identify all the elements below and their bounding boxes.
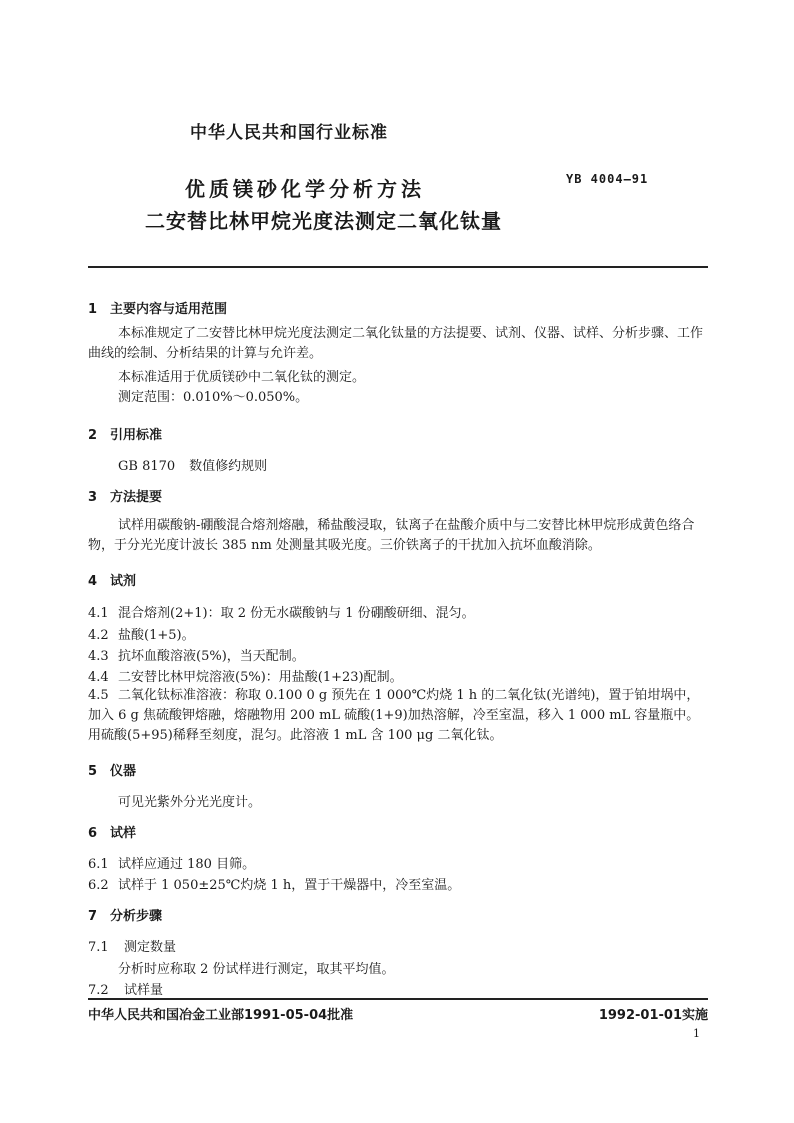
- item-text: 盐酸(1+5)。: [118, 628, 195, 643]
- item-text: 二安替比林甲烷溶液(5%)：用盐酸(1+23)配制。: [118, 670, 403, 685]
- list-item: [88, 645, 305, 664]
- section-number: 7: [88, 909, 98, 924]
- section-3-heading: [88, 486, 162, 505]
- document-subtitle: 二安替比林甲烷光度法测定二氧化钛量: [145, 209, 502, 233]
- subsection-7-2: [88, 979, 163, 998]
- section-title: 仪器: [110, 764, 137, 779]
- section-number: 4: [88, 574, 98, 589]
- standard-category-header: 中华人民共和国行业标准: [190, 123, 388, 143]
- section-1-paragraph-3: 测定范围：0.010%～0.050%。: [118, 390, 309, 405]
- footer-divider: [88, 998, 708, 1000]
- section-2-heading: [88, 424, 162, 443]
- item-text: 二氧化钛标准溶液：称取 0.100 0 g 预先在 1 000℃灼烧 1 h 的二氧化钛(光谱纯)，置于铂坩埚中，加入 6 g 焦硫酸钾熔融，熔融物用 200 mL 硫酸(1+9)加热溶解，冷至室温，移入 1 000 mL 容量瓶中。用硫酸(5+95)稀释至刻度，混匀。此溶液 1 mL 含 100 μg 二氧化钛。: [88, 688, 700, 743]
- item-text: 试样应通过 180 目筛。: [118, 857, 256, 872]
- section-1-heading: [88, 298, 227, 317]
- list-item: [88, 686, 708, 746]
- section-title: 方法提要: [110, 490, 163, 505]
- referenced-standard: [118, 455, 267, 474]
- item-number: 4.4: [88, 670, 109, 685]
- section-number: 2: [88, 428, 98, 443]
- item-text: 试样于 1 050±25℃灼烧 1 h，置于干燥器中，冷至室温。: [118, 878, 461, 893]
- section-6-heading: [88, 822, 136, 841]
- list-item: [88, 666, 403, 685]
- list-item: [88, 853, 255, 872]
- page-number: 1: [693, 1027, 700, 1040]
- section-number: 5: [88, 764, 98, 779]
- item-number: 4.3: [88, 649, 109, 664]
- item-number: 7.1: [88, 940, 109, 955]
- item-number: 4.2: [88, 628, 109, 643]
- section-3-paragraph: 试样用碳酸钠-硼酸混合熔剂熔融，稀盐酸浸取，钛离子在盐酸介质中与二安替比林甲烷形成黄色络合物，于分光光度计波长 385 nm 处测量其吸光度。三价铁离子的干扰加入抗坏血酸消除。: [88, 518, 695, 553]
- effective-date: 1992-01-01实施: [598, 1008, 708, 1023]
- section-1-paragraph-1: 本标准规定了二安替比林甲烷光度法测定二氧化钛量的方法提要、试剂、仪器、试样、分析步骤、工作曲线的绘制、分析结果的计算与允许差。: [88, 326, 704, 361]
- section-title: 试剂: [110, 574, 137, 589]
- section-number: 1: [88, 302, 98, 317]
- item-number: 6.2: [88, 878, 109, 893]
- item-number: 4.5: [88, 688, 109, 703]
- item-number: 7.2: [88, 983, 109, 998]
- item-number: 4.1: [88, 606, 109, 621]
- section-title: 引用标准: [110, 428, 163, 443]
- item-text: 抗坏血酸溶液(5%)，当天配制。: [118, 649, 305, 664]
- reference-name: 数值修约规则: [189, 459, 268, 474]
- item-title: 试样量: [124, 983, 164, 998]
- section-title: 分析步骤: [110, 909, 163, 924]
- item-number: 6.1: [88, 857, 109, 872]
- list-item: [88, 874, 460, 893]
- subsection-7-1-text: 分析时应称取 2 份试样进行测定，取其平均值。: [118, 962, 395, 977]
- list-item: [88, 602, 475, 621]
- standard-code: YB 4004—91: [566, 172, 649, 186]
- subsection-7-1: [88, 936, 176, 955]
- section-5-heading: [88, 760, 136, 779]
- section-title: 主要内容与适用范围: [110, 302, 228, 317]
- section-1-paragraph-2: 本标准适用于优质镁砂中二氧化钛的测定。: [118, 370, 366, 385]
- section-number: 3: [88, 490, 98, 505]
- section-4-heading: [88, 570, 136, 589]
- approval-statement: 中华人民共和国冶金工业部1991-05-04批准: [88, 1008, 354, 1023]
- document-title: 优质镁砂化学分析方法: [185, 177, 425, 201]
- list-item: [88, 624, 195, 643]
- section-7-heading: [88, 905, 162, 924]
- item-title: 测定数量: [124, 940, 177, 955]
- section-title: 试样: [110, 826, 137, 841]
- reference-code: GB 8170: [118, 459, 176, 474]
- item-text: 混合熔剂(2+1)：取 2 份无水碳酸钠与 1 份硼酸研细、混匀。: [118, 606, 475, 621]
- section-number: 6: [88, 826, 98, 841]
- section-5-paragraph: 可见光紫外分光光度计。: [118, 795, 262, 810]
- header-divider: [88, 266, 708, 268]
